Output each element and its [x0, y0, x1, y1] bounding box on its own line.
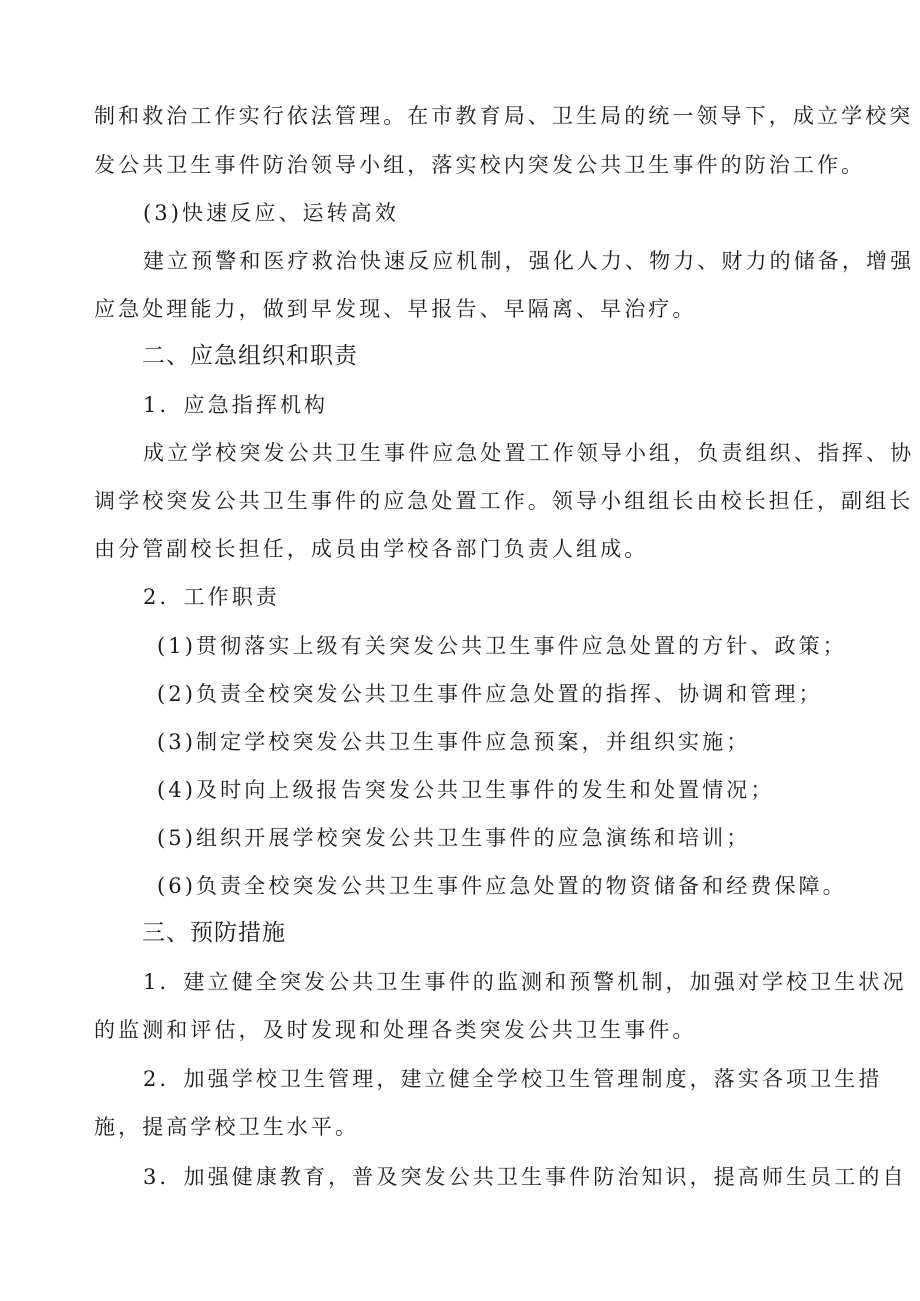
principle-3-line-2: 应急处理能力，做到早发现、早报告、早隔离、早治疗。	[94, 297, 697, 321]
measure-1-line-2: 的监测和评估，及时发现和处理各类突发公共卫生事件。	[94, 1018, 697, 1042]
intro-line-1: 制和救治工作实行依法管理。在市教育局、卫生局的统一领导下，成立学校突	[94, 104, 914, 128]
duty-item-2: (2)负责全校突发公共卫生事件应急处置的指挥、协调和管理；	[157, 682, 823, 706]
section-3-heading: 三、预防措施	[142, 920, 286, 946]
section-2-subtitle-2: 2．工作职责	[143, 585, 280, 609]
section-2-para-line-2: 调学校突发公共卫生事件的应急处置工作。领导小组组长由校长担任，副组长	[94, 489, 914, 513]
duty-item-1: (1)贯彻落实上级有关突发公共卫生事件应急处置的方针、政策；	[157, 634, 847, 658]
principle-3-title: (3)快速反应、运转高效	[143, 201, 399, 225]
section-2-para-line-1: 成立学校突发公共卫生事件应急处置工作领导小组，负责组织、指挥、协	[143, 441, 915, 465]
duty-item-3: (3)制定学校突发公共卫生事件应急预案，并组织实施；	[157, 730, 751, 754]
section-2-heading: 二、应急组织和职责	[142, 343, 358, 369]
measure-3-line-1: 3．加强健康教育，普及突发公共卫生事件防治知识，提高师生员工的自	[143, 1165, 907, 1189]
intro-line-2: 发公共卫生事件防治领导小组，落实校内突发公共卫生事件的防治工作。	[94, 153, 866, 177]
duty-item-6: (6)负责全校突发公共卫生事件应急处置的物资储备和经费保障。	[157, 874, 847, 898]
principle-3-line-1: 建立预警和医疗救治快速反应机制，强化人力、物力、财力的储备，增强	[143, 249, 915, 273]
duty-item-5: (5)组织开展学校突发公共卫生事件的应急演练和培训；	[157, 826, 751, 850]
duty-item-4: (4)及时向上级报告突发公共卫生事件的发生和处置情况；	[157, 778, 775, 802]
measure-2-line-2: 施，提高学校卫生水平。	[94, 1115, 360, 1139]
measure-2-line-1: 2．加强学校卫生管理，建立健全学校卫生管理制度，落实各项卫生措	[143, 1067, 883, 1091]
section-2-para-line-3: 由分管副校长担任，成员由学校各部门负责人组成。	[94, 537, 649, 561]
section-2-subtitle-1: 1．应急指挥机构	[143, 393, 329, 417]
measure-1-line-1: 1．建立健全突发公共卫生事件的监测和预警机制，加强对学校卫生状况	[143, 970, 907, 994]
